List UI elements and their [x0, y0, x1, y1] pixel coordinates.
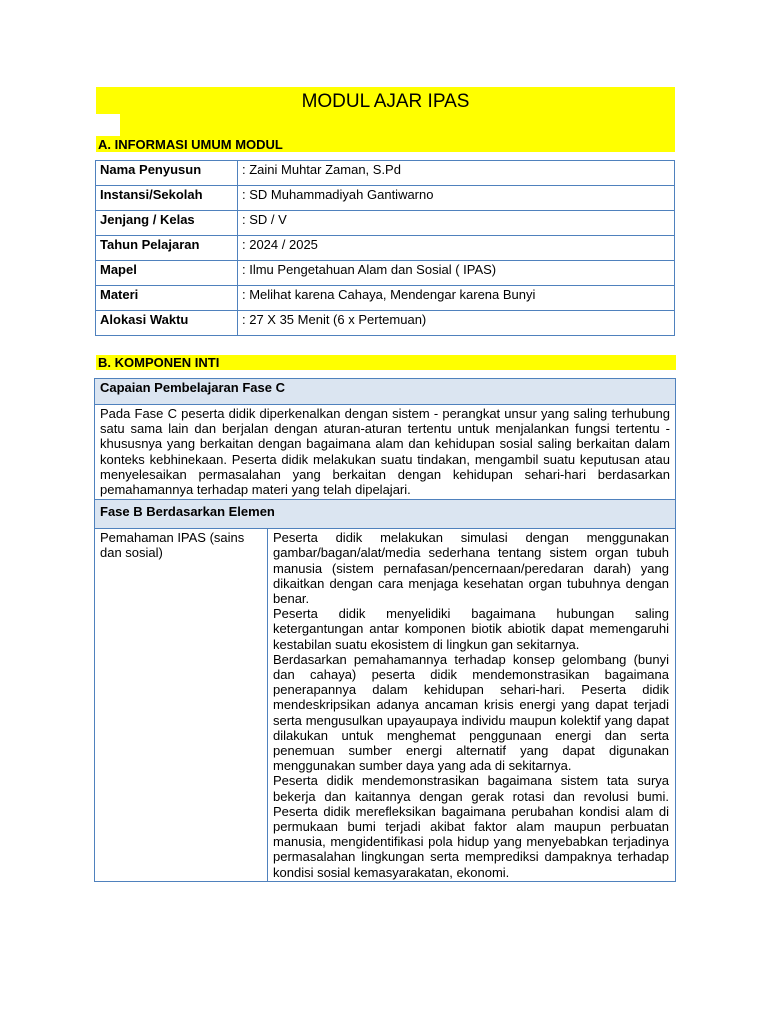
info-value: : SD / V — [238, 211, 675, 236]
info-label: Mapel — [96, 261, 238, 286]
document-title: MODUL AJAR IPAS — [301, 91, 470, 112]
fase-b-heading: Fase B Berdasarkan Elemen — [95, 500, 676, 529]
table-row — [96, 236, 675, 261]
section-a-heading: A. INFORMASI UMUM MODUL — [98, 137, 283, 152]
title-highlight-gap — [96, 114, 120, 136]
table-row — [96, 261, 675, 286]
info-value: : 27 X 35 Menit (6 x Pertemuan) — [238, 311, 675, 336]
info-label: Materi — [96, 286, 238, 311]
info-value: : SD Muhammadiyah Gantiwarno — [238, 186, 675, 211]
info-value: : Ilmu Pengetahuan Alam dan Sosial ( IPAS) — [238, 261, 675, 286]
table-row — [95, 405, 676, 500]
info-label: Nama Penyusun — [96, 161, 238, 186]
table-row — [96, 161, 675, 186]
info-label: Tahun Pelajaran — [96, 236, 238, 261]
general-info-table — [95, 160, 675, 336]
info-value: : 2024 / 2025 — [238, 236, 675, 261]
info-value: : Zaini Muhtar Zaman, S.Pd — [238, 161, 675, 186]
table-row — [96, 311, 675, 336]
description-paragraph: Berdasarkan pemahamannya terhadap konsep gelombang (bunyi dan cahaya) peserta didik mendemonstrasikan bagaimana penerapannya dalam kehidupan sehari-hari. Peserta didik mendeskripsikan adanya ancaman krisis energi yang dapat terjadi serta mengusulkan upayaupaya individu maupun kolektif yang dapat dilakukan untuk menghemat penggunaan energi dan serta penemuan sumber energi alternatif yang dapat digunakan menggunakan sumber daya yang ada di sekitarnya. — [273, 651, 669, 774]
cp-description: Pada Fase C peserta didik diperkenalkan dengan sistem - perangkat unsur yang saling terhubung satu sama lain dan berjalan dengan aturan-aturan tertentu untuk menjalankan fungsi tertentu - khususnya yang berkaitan dengan bagaimana alam dan kehidupan sosial saling berkaitan dalam konteks kebhinekaan. Peserta didik melakukan suatu tindakan, mengambil suatu keputusan atau menyelesaikan permasalahan yang berkaitan dengan kehidupan sehari-hari berdasarkan pemahamannya terhadap materi yang telah dipelajari. — [95, 405, 676, 500]
description-paragraph: Peserta didik mendemonstrasikan bagaimana sistem tata surya bekerja dan kaitannya dengan gerak rotasi dan revolusi bumi. Peserta didik merefleksikan bagaimana perubahan kondisi alam di permukaan bumi terjadi akibat faktor alam maupun perbuatan manusia, mengidentifikasi pola hidup yang menyebabkan terjadinya permasalahan lingkungan serta memprediksi dampaknya terhadap kondisi sosial kemasyarakatan, ekonomi. — [273, 773, 669, 880]
section-b-heading: B. KOMPONEN INTI — [98, 355, 220, 370]
description-paragraph: Peserta didik melakukan simulasi dengan menggunakan gambar/bagan/alat/media sederhana tentang sistem organ tubuh manusia (sistem pernafasan/pencernaan/peredaran darah) yang dikaitkan dengan cara menjaga kesehatan organ tubuhnya dengan benar. — [273, 530, 669, 607]
info-label: Alokasi Waktu — [96, 311, 238, 336]
info-label: Instansi/Sekolah — [96, 186, 238, 211]
element-name: Pemahaman IPAS (sains dan sosial) — [95, 529, 268, 882]
info-value: : Melihat karena Cahaya, Mendengar karena Bunyi — [238, 286, 675, 311]
table-row — [96, 211, 675, 236]
cp-heading: Capaian Pembelajaran Fase C — [95, 379, 676, 405]
table-row — [96, 286, 675, 311]
info-label: Jenjang / Kelas — [96, 211, 238, 236]
description-paragraph: Peserta didik menyelidiki bagaimana hubungan saling ketergantungan antar komponen biotik abiotik dapat memengaruhi kestabilan suatu ekosistem di lingkun gan sekitarnya. — [273, 606, 669, 652]
core-component-table — [94, 378, 676, 882]
table-row — [95, 529, 676, 882]
table-row — [95, 500, 676, 529]
element-description — [268, 529, 676, 882]
table-row — [95, 379, 676, 405]
table-row — [96, 186, 675, 211]
